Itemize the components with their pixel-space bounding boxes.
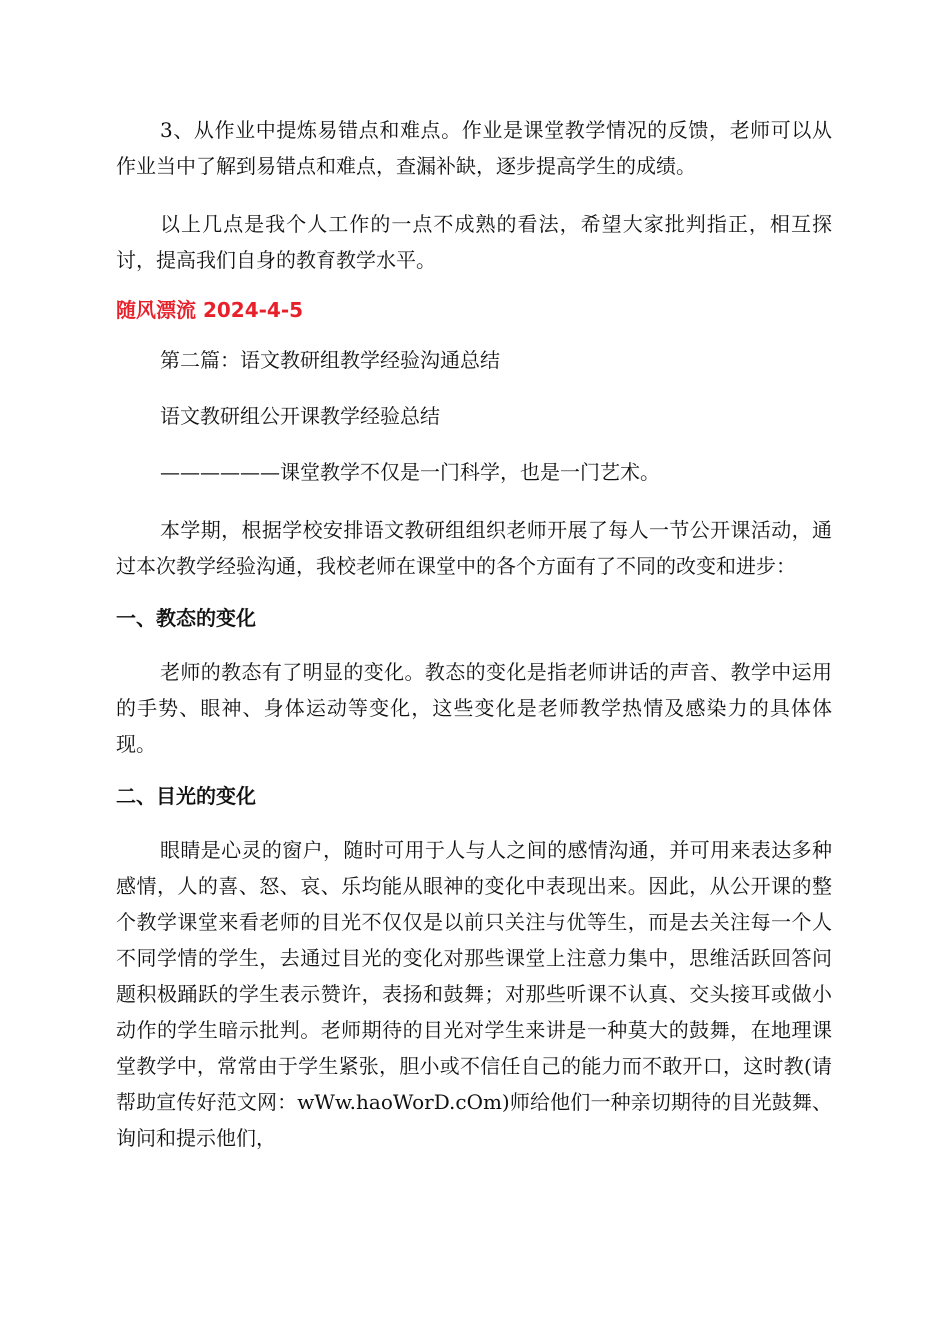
paragraph-intro: 本学期，根据学校安排语文教研组组织老师开展了每人一节公开课活动，通过本次教学经验沟通，我校老师在课堂中的各个方面有了不同的改变和进步： <box>116 518 832 578</box>
subtitle: 语文教研组公开课教学经验总结 <box>160 404 440 428</box>
motto: ——————课堂教学不仅是一门科学，也是一门艺术。 <box>160 460 660 484</box>
document-page <box>116 112 832 1156</box>
heading-teaching-manner: 一、教态的变化 <box>116 606 256 630</box>
paragraph-gaze: 眼睛是心灵的窗户，随时可用于人与人之间的感情沟通，并可用来表达多种感情，人的喜、怒、哀、乐均能从眼神的变化中表现出来。因此，从公开课的整个教学课堂来看老师的目光不仅仅是以前只关注与优等生，而是去关注每一个人不同学情的学生，去通过目光的变化对那些课堂上注意力集中，思维活跃回答问题积极踊跃的学生表示赞许，表扬和鼓舞；对那些听课不认真、交头接耳或做小动作的学生暗示批判。老师期待的目光对学生来讲是一种莫大的鼓舞，在地理课堂教学中，常常由于学生紧张，胆小或不信任自己的能力而不敢开口，这时教(请帮助宣传好范文网：wWw.haoWorD.cOm)师给他们一种亲切期待的目光鼓舞、询问和提示他们， <box>116 838 832 1150</box>
paragraph-conclusion: 以上几点是我个人工作的一点不成熟的看法，希望大家批判指正，相互探讨，提高我们自身的教育教学水平。 <box>116 212 832 272</box>
author-signature: 随风漂流 2024-4-5 <box>116 298 304 322</box>
paragraph-homework: 3、从作业中提炼易错点和难点。作业是课堂教学情况的反馈，老师可以从作业当中了解到易错点和难点，查漏补缺，逐步提高学生的成绩。 <box>116 118 832 178</box>
section2-title: 第二篇：语文教研组教学经验沟通总结 <box>160 348 500 372</box>
paragraph-teaching-manner: 老师的教态有了明显的变化。教态的变化是指老师讲话的声音、教学中运用的手势、眼神、身体运动等变化，这些变化是老师教学热情及感染力的具体体现。 <box>116 660 832 756</box>
heading-gaze: 二、目光的变化 <box>116 784 256 808</box>
